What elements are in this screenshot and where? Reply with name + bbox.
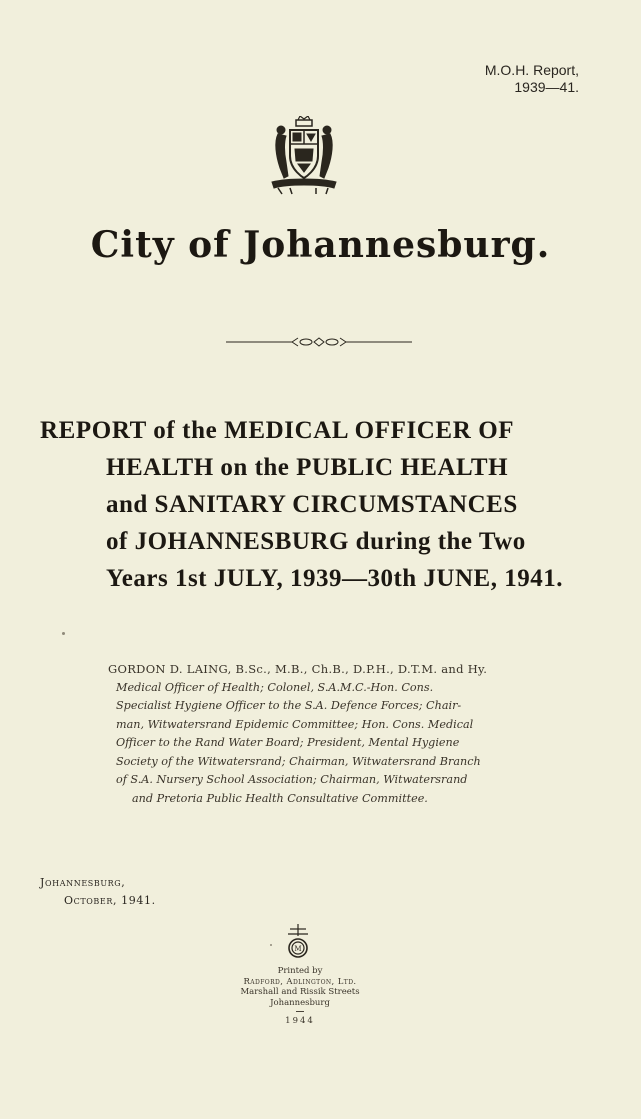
author-block: [108, 660, 540, 808]
author-description-line5: Society of the Witwatersrand; Chairman, Witwatersrand Branch: [116, 754, 481, 768]
coat-of-arms-icon: [268, 116, 340, 196]
report-reference: [485, 62, 579, 96]
printed-by-label: Printed by: [277, 966, 323, 976]
printer-imprint: [220, 966, 380, 1008]
printing-year: 1944: [285, 1016, 315, 1026]
report-title-line1: REPORT of the MEDICAL OFFICER OF: [40, 417, 515, 444]
paper-speck: [270, 944, 272, 946]
author-description-line1: Medical Officer of Health; Colonel, S.A.M.C.-Hon. Cons.: [116, 680, 434, 694]
report-title-line2: HEALTH on the PUBLIC HEALTH: [106, 454, 509, 481]
paper-speck: [62, 632, 65, 635]
author-description-line3: man, Witwatersrand Epidemic Committee; Hon. Cons. Medical: [116, 717, 474, 731]
report-title-line5: Years 1st JULY, 1939—30th JUNE, 1941.: [106, 565, 563, 592]
imprint-divider: [296, 1011, 304, 1012]
author-description-line4: Officer to the Rand Water Board; President, Mental Hygiene: [116, 736, 460, 749]
divider-ornament-icon: [226, 336, 412, 348]
place-city: Johannesburg,: [40, 876, 126, 889]
report-reference-line2: 1939—41.: [514, 79, 579, 95]
report-title-line4: of JOHANNESBURG during the Two: [106, 528, 526, 555]
author-description-line6: of S.A. Nursery School Association; Chairman, Witwatersrand: [116, 773, 468, 786]
printer-mark-icon: [284, 924, 312, 960]
printer-address-line2: Johannesburg: [270, 997, 330, 1008]
printer-name: Radford, Adlington, Ltd.: [243, 976, 357, 987]
report-title: [40, 412, 580, 597]
printer-address-line1: Marshall and Rissik Streets: [240, 987, 360, 997]
report-reference-line1: M.O.H. Report,: [484, 62, 579, 78]
author-name: GORDON D. LAING, B.Sc., M.B., Ch.B., D.P.H., D.T.M. and Hy.: [108, 662, 488, 676]
publication-date: October, 1941.: [64, 894, 156, 907]
svg-text:M: M: [294, 945, 302, 953]
place-and-date: [40, 874, 156, 910]
author-description-line7: and Pretoria Public Health Consultative Committee.: [132, 791, 428, 805]
city-title: City of Johannesburg.: [90, 224, 551, 266]
author-description-line2: Specialist Hygiene Officer to the S.A. Defence Forces; Chair-: [116, 699, 462, 712]
report-title-line3: and SANITARY CIRCUMSTANCES: [106, 491, 518, 518]
